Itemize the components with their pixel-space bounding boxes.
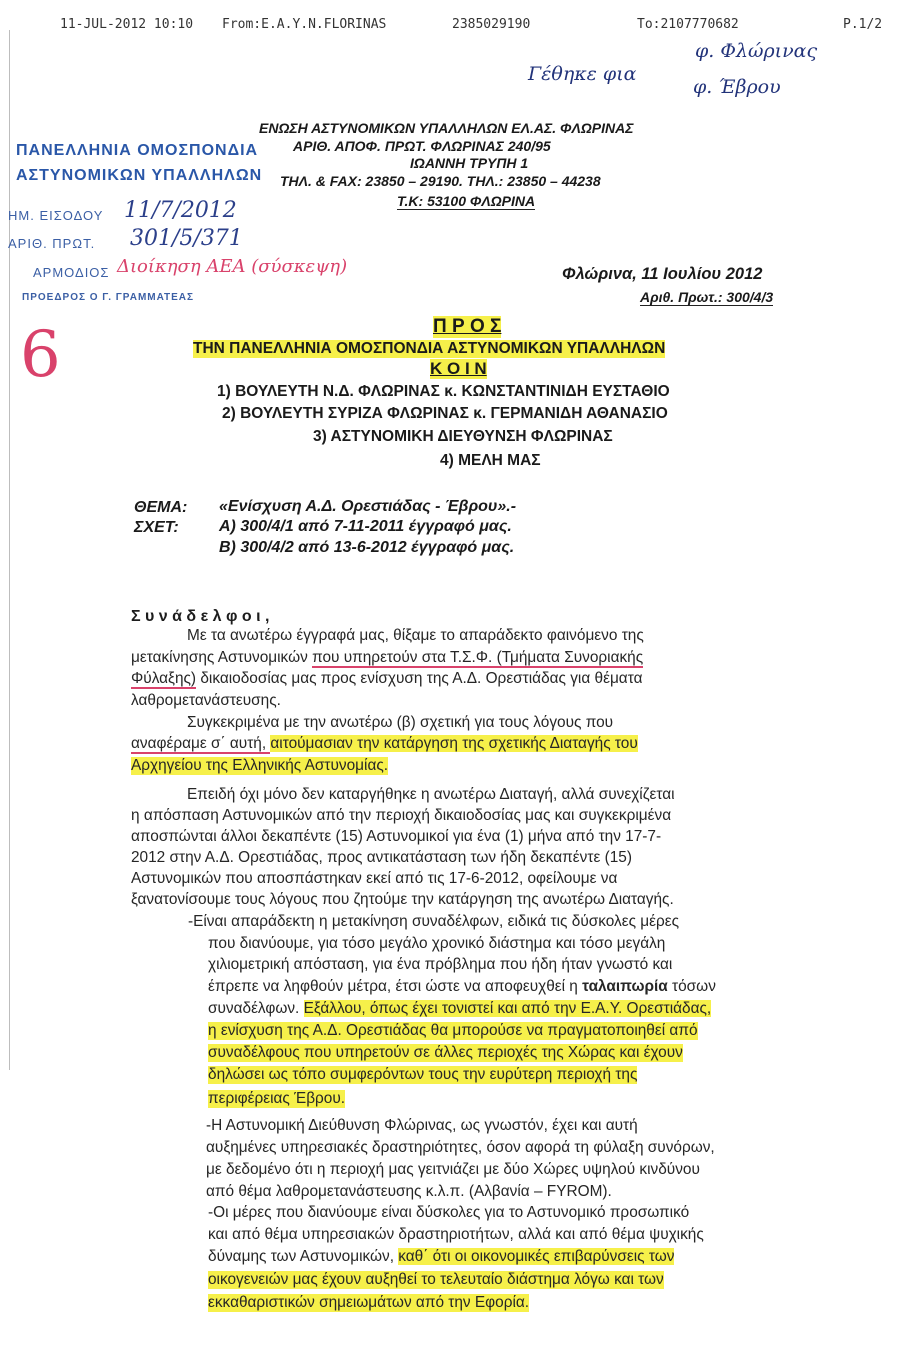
body-line-highlighted: εκκαθαριστικών σημειωμάτων από την Εφορία.	[208, 1294, 530, 1311]
body-line	[208, 1000, 711, 1018]
fax-date-time: 11-JUL-2012 10:10	[60, 17, 194, 32]
body-line: 2012 στην Α.Δ. Ορεστιάδας, προς αντικατάσταση των ήδη δεκαπέντε (15)	[131, 849, 632, 866]
body-line: Αστυνομικών που αποσπάστηκαν εκεί από τις 17-6-2012, οφείλουμε να	[131, 870, 618, 887]
body-line	[131, 649, 643, 667]
letterhead-line3: ΙΩΑΝΝΗ ΤΡΥΠΗ 1	[410, 155, 529, 171]
body-line: -Είναι απαράδεκτη η μετακίνηση συναδέλφων, ειδικά τις δύσκολες μέρες	[188, 913, 680, 930]
reference-a: Α) 300/4/1 από 7-11-2011 έγγραφό μας.	[219, 518, 512, 535]
body-line-highlighted: οικογενειών μας έχουν αυξηθεί το τελευταίο διάστημα λόγω και των	[208, 1271, 664, 1288]
fax-from-number: 2385029190	[452, 17, 531, 32]
scan-edge-line	[9, 30, 10, 1070]
body-line-part-highlighted: Εξάλλου, όπως έχει τονιστεί και από την Ε.Α.Υ. Ορεστιάδας,	[303, 1000, 712, 1017]
handwritten-note-line2: Γέθηκε φια	[528, 63, 637, 85]
body-line-highlighted: η ενίσχυση της Α.Δ. Ορεστιάδας θα μπορούσε να πραγματοποιηθεί από	[208, 1022, 698, 1039]
body-line: η απόσπαση Αστυνομικών από την περιοχή δικαιοδοσίας μας και συγκεκριμένα	[131, 807, 672, 824]
subject-label: ΘΕΜΑ:	[134, 499, 188, 516]
stamp-protocol-value: 301/5/371	[130, 226, 243, 251]
body-line: λαθρομετανάστευσης.	[131, 692, 281, 709]
body-line-highlighted: Αρχηγείου της Ελληνικής Αστυνομίας.	[131, 757, 389, 774]
body-line: χιλιομετρική απόσταση, για ένα πρόβλημα που ήδη ήταν γνωστό και	[208, 956, 673, 973]
stamp-footer: ΠΡΟΕΔΡΟΣ Ο Γ. ΓΡΑΜΜΑΤΕΑΣ	[22, 292, 194, 303]
letterhead-line4: ΤΗΛ. & FAX: 23850 – 29190. ΤΗΛ.: 23850 – 44238	[280, 173, 601, 189]
letterhead-line5: Τ.Κ: 53100 ΦΛΩΡΙΝΑ	[397, 193, 536, 209]
cc-item: 2) ΒΟΥΛΕΥΤΗ ΣΥΡΙΖΑ ΦΛΩΡΙΝΑΣ κ. ΓΕΡΜΑΝΙΔΗ ΑΘΑΝΑΣΙΟ	[222, 405, 668, 422]
body-line-part: τόσων	[667, 978, 716, 995]
body-line: από θέμα λαθρομετανάστευσης κ.λ.π. (Αλβανία – FYROM).	[206, 1183, 612, 1200]
place-date: Φλώρινα, 11 Ιουλίου 2012	[562, 265, 763, 283]
handwritten-note-line3: φ. Έβρου	[693, 76, 781, 98]
body-line: και από θέμα υπηρεσιακών δραστηριοτήτων, αλλά και από θέμα ψυχικής	[208, 1226, 704, 1243]
stamp-protocol-label: ΑΡΙΘ. ΠΡΩΤ.	[8, 236, 96, 251]
body-line-part-highlighted: καθ΄ ότι οι οικονομικές επιβαρύνσεις των	[398, 1248, 675, 1265]
body-line-part-underlined: αναφέραμε σ΄ αυτή,	[131, 735, 271, 752]
body-line-part: συναδέλφων.	[208, 1000, 304, 1017]
stamp-competent-label: ΑΡΜΟΔΙΟΣ	[33, 265, 110, 280]
fax-page-number: P.1/2	[843, 17, 883, 32]
body-line: ξανατονίσουμε τους λόγους που ζητούμε την κατάργηση της ανωτέρω Διαταγής.	[131, 891, 674, 908]
cc-label: Κ Ο Ι Ν	[430, 359, 487, 378]
body-line-highlighted: περιφέρειας Έβρου.	[208, 1090, 346, 1107]
reference-label: ΣΧΕΤ:	[134, 519, 179, 536]
fax-from: From:E.A.Y.N.FLORINAS	[222, 17, 387, 32]
body-line	[131, 735, 638, 753]
body-line-part-underlined: που υπηρετούν στα Τ.Σ.Φ. (Τμήματα Συνοριακής	[312, 649, 644, 666]
body-line: Συγκεκριμένα με την ανωτέρω (β) σχετική για τους λόγους που	[187, 714, 614, 731]
body-line: -Οι μέρες που διανύουμε είναι δύσκολες για το Αστυνομικό προσωπικό	[208, 1204, 690, 1221]
stamp-entry-value: 11/7/2012	[124, 198, 237, 223]
handwritten-note-line1: φ. Φλώρινας	[695, 40, 818, 62]
reference-b: Β) 300/4/2 από 13-6-2012 έγγραφό μας.	[219, 539, 515, 556]
cc-item: 3) ΑΣΤΥΝΟΜΙΚΗ ΔΙΕΥΘΥΝΣΗ ΦΛΩΡΙΝΑΣ	[313, 428, 613, 445]
to-label: Π Ρ Ο Σ	[433, 316, 502, 337]
body-line: με δεδομένο ότι η περιοχή μας γειτνιάζει με δύο Χώρες υψηλού κινδύνου	[206, 1161, 700, 1178]
stamp-competent-value: Διοίκηση ΑΕΑ (σύσκεψη)	[117, 256, 348, 277]
letterhead-line2: ΑΡΙΘ. ΑΠΟΦ. ΠΡΩΤ. ΦΛΩΡΙΝΑΣ 240/95	[293, 138, 551, 154]
fax-to: To:2107770682	[637, 17, 739, 32]
body-line: που διανύουμε, για τόσο μεγάλο χρονικό διάστημα και τόσο μεγάλη	[208, 935, 666, 952]
body-line: Με τα ανωτέρω έγγραφά μας, θίξαμε το απαράδεκτο φαινόμενο της	[187, 627, 644, 644]
margin-mark: 6	[20, 318, 61, 392]
body-line	[208, 1248, 674, 1266]
body-line-part: μετακίνησης Αστυνομικών	[131, 649, 313, 666]
body-line-highlighted: συναδέλφους που υπηρετούν σε άλλες περιοχές της Χώρας και έχουν	[208, 1044, 683, 1061]
protocol-number: Αριθ. Πρωτ.: 300/4/3	[640, 289, 774, 305]
body-line	[208, 978, 716, 996]
subject-text: «Ενίσχυση Α.Δ. Ορεστιάδας - Έβρου».-	[219, 498, 517, 515]
body-line: -Η Αστυνομική Διεύθυνση Φλώρινας, ως γνωστόν, έχει και αυτή	[206, 1117, 638, 1134]
body-line-part-bold: ταλαιπωρία	[582, 978, 668, 995]
body-line-part: έπρεπε να ληφθούν μέτρα, έτσι ώστε να αποφευχθεί η	[208, 978, 583, 995]
body-line-part-highlighted: αιτούμασιαν την κατάργηση της σχετικής Διαταγής του	[270, 735, 638, 752]
salutation: Σ υ ν ά δ ε λ φ ο ι ,	[131, 608, 270, 625]
body-line-part-underlined: Φύλαξης)	[131, 670, 197, 687]
body-line: Επειδή όχι μόνο δεν καταργήθηκε η ανωτέρω Διαταγή, αλλά συνεχίζεται	[187, 786, 675, 803]
body-line: αποσπώνται άλλοι δεκαπέντε (15) Αστυνομικοί για ένα (1) μήνα από την 17-7-	[131, 828, 662, 845]
to-recipient: ΤΗΝ ΠΑΝΕΛΛΗΝΙΑ ΟΜΟΣΠΟΝΔΙΑ ΑΣΤΥΝΟΜΙΚΩΝ ΥΠΑΛΛΗΛΩΝ	[193, 340, 666, 357]
body-line	[131, 670, 642, 688]
cc-item: 1) ΒΟΥΛΕΥΤΗ Ν.Δ. ΦΛΩΡΙΝΑΣ κ. ΚΩΝΣΤΑΝΤΙΝΙΔΗ ΕΥΣΤΑΘΙΟ	[217, 383, 670, 400]
cc-item: 4) ΜΕΛΗ ΜΑΣ	[440, 452, 541, 469]
body-line-highlighted: δηλώσει ως τόπο συμφερόντων τους την ευρύτερη περιοχή της	[208, 1066, 638, 1083]
body-line-part: δύναμης των Αστυνομικών,	[208, 1248, 399, 1265]
stamp-entry-label: ΗΜ. ΕΙΣΟΔΟΥ	[8, 208, 104, 223]
body-line: αυξημένες υπηρεσιακές δραστηριότητες, όσον αφορά τη φύλαξη συνόρων,	[206, 1139, 715, 1156]
stamp-org-line2: ΑΣΤΥΝΟΜΙΚΩΝ ΥΠΑΛΛΗΛΩΝ	[16, 167, 263, 184]
letterhead-line1: ΕΝΩΣΗ ΑΣΤΥΝΟΜΙΚΩΝ ΥΠΑΛΛΗΛΩΝ ΕΛ.ΑΣ. ΦΛΩΡΙΝΑΣ	[259, 120, 634, 136]
body-line-part: δικαιοδοσίας μας προς ενίσχυση της Α.Δ. Ορεστιάδας για θέματα	[196, 670, 643, 687]
stamp-org-line1: ΠΑΝΕΛΛΗΝΙΑ ΟΜΟΣΠΟΝΔΙΑ	[16, 142, 259, 159]
